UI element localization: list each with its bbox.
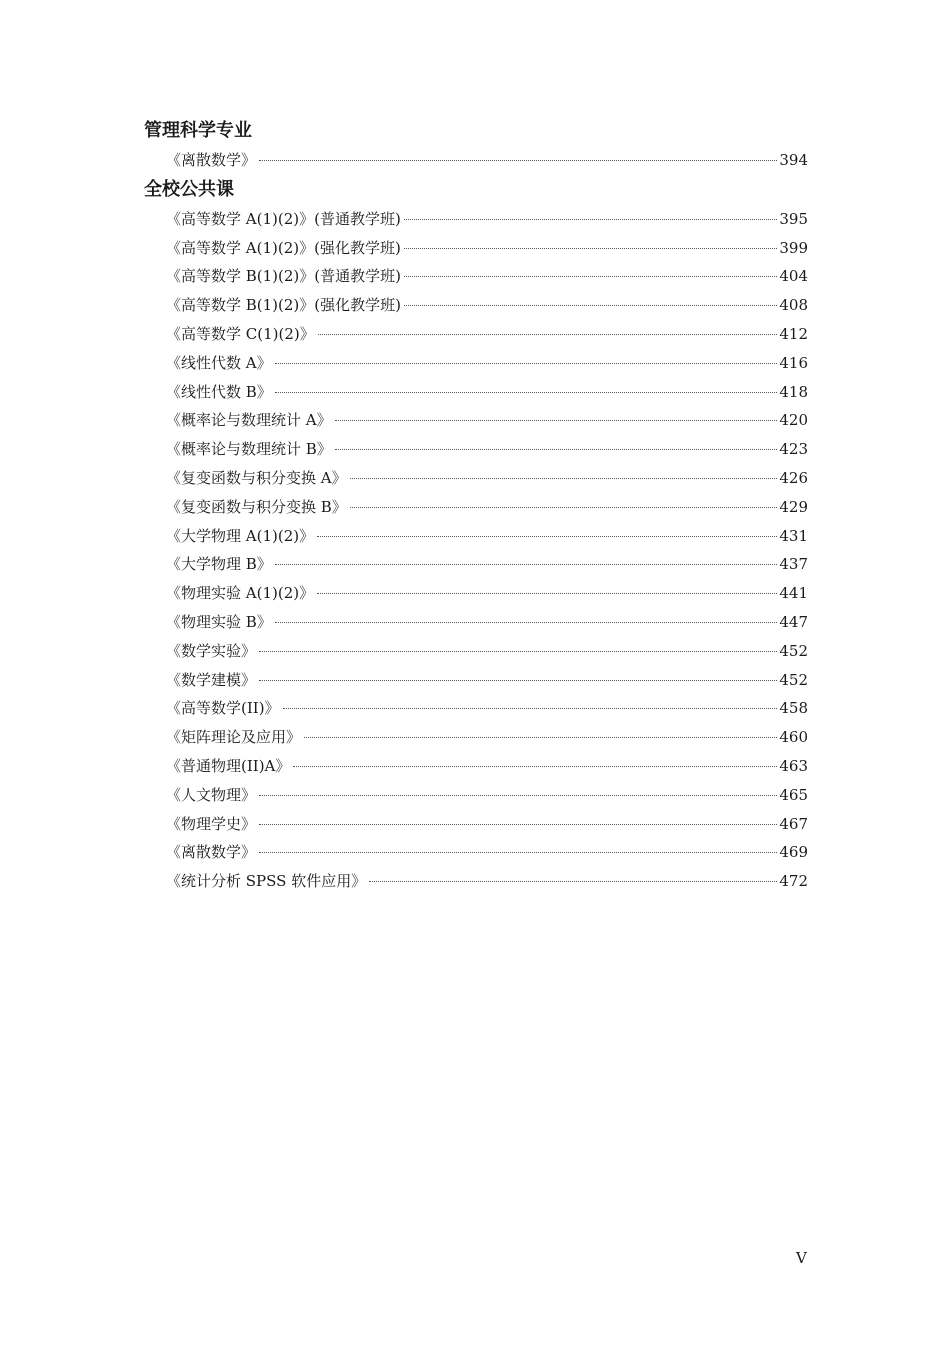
- toc-entry-page: 437: [779, 555, 808, 574]
- toc-entry-title: 《复变函数与积分变换 B》: [166, 497, 347, 516]
- toc-entry-page: 416: [779, 353, 808, 372]
- dot-leader: [335, 449, 778, 450]
- page-number: V: [796, 1249, 807, 1267]
- toc-entry-page: 460: [779, 728, 808, 747]
- dot-leader: [369, 881, 777, 882]
- toc-entry-page: 408: [779, 296, 808, 315]
- toc-entry-title: 《线性代数 B》: [166, 382, 272, 401]
- dot-leader: [259, 680, 777, 681]
- toc-entry-title: 《大学物理 B》: [166, 555, 272, 574]
- dot-leader: [275, 622, 778, 623]
- toc-entry-page: 420: [779, 411, 808, 430]
- toc-entry[interactable]: [144, 435, 808, 464]
- toc-entry-title: 《大学物理 A(1)(2)》: [166, 526, 315, 545]
- dot-leader: [293, 766, 777, 767]
- toc-entry[interactable]: [144, 464, 808, 493]
- toc-entry-page: 472: [779, 872, 808, 891]
- toc-entry-page: 469: [779, 843, 808, 862]
- toc-entry-title: 《人文物理》: [166, 785, 257, 804]
- toc-section: [144, 116, 808, 175]
- dot-leader: [404, 276, 777, 277]
- toc-entry[interactable]: [144, 320, 808, 349]
- toc-entry-page: 429: [779, 497, 808, 516]
- dot-leader: [350, 507, 778, 508]
- toc-entry-page: 441: [779, 584, 808, 603]
- toc-entry-page: 465: [779, 785, 808, 804]
- toc-entry-title: 《统计分析 SPSS 软件应用》: [166, 872, 367, 891]
- toc-entry[interactable]: [144, 666, 808, 695]
- toc-entry[interactable]: [144, 694, 808, 723]
- toc-entry-title: 《概率论与数理统计 A》: [166, 411, 332, 430]
- toc-entry[interactable]: [144, 262, 808, 291]
- toc-entry[interactable]: [144, 205, 808, 234]
- toc-entry-page: 404: [779, 267, 808, 286]
- toc-entry-page: 452: [779, 670, 808, 689]
- toc-entry-title: 《概率论与数理统计 B》: [166, 440, 332, 459]
- toc-entry-title: 《数学建模》: [166, 670, 257, 689]
- table-of-contents: [144, 116, 808, 896]
- toc-entry-page: 395: [779, 209, 808, 228]
- toc-entry[interactable]: [144, 867, 808, 896]
- toc-entry[interactable]: [144, 406, 808, 435]
- toc-entry[interactable]: [144, 637, 808, 666]
- toc-entry[interactable]: [144, 752, 808, 781]
- dot-leader: [335, 420, 778, 421]
- toc-entry[interactable]: [144, 550, 808, 579]
- toc-entry-title: 《线性代数 A》: [166, 353, 272, 372]
- toc-entry-title: 《高等数学 A(1)(2)》(普通教学班): [166, 209, 401, 228]
- toc-entry[interactable]: [144, 378, 808, 407]
- toc-entry-title: 《高等数学 A(1)(2)》(强化教学班): [166, 238, 401, 257]
- dot-leader: [275, 392, 778, 393]
- dot-leader: [404, 248, 778, 249]
- toc-entry-page: 423: [779, 440, 808, 459]
- dot-leader: [259, 824, 777, 825]
- toc-entry-page: 447: [779, 612, 808, 631]
- dot-leader: [259, 651, 777, 652]
- toc-entry[interactable]: [144, 723, 808, 752]
- toc-section: [144, 175, 808, 896]
- toc-entry-title: 《高等数学(II)》: [166, 699, 280, 718]
- toc-entry[interactable]: [144, 146, 808, 175]
- section-title: 管理科学专业: [144, 120, 252, 141]
- toc-entry-page: 467: [779, 814, 808, 833]
- dot-leader: [304, 737, 777, 738]
- toc-entry-page: 412: [779, 324, 808, 343]
- toc-entry-page: 431: [779, 526, 808, 545]
- dot-leader: [317, 593, 777, 594]
- toc-entry-title: 《高等数学 B(1)(2)》(普通教学班): [166, 267, 401, 286]
- dot-leader: [283, 708, 778, 709]
- toc-entry-title: 《数学实验》: [166, 641, 257, 660]
- dot-leader: [404, 219, 778, 220]
- section-title: 全校公共课: [144, 178, 234, 200]
- toc-entry[interactable]: [144, 493, 808, 522]
- toc-entry-title: 《高等数学 B(1)(2)》(强化教学班): [166, 296, 401, 315]
- toc-entry[interactable]: [144, 608, 808, 637]
- toc-entry[interactable]: [144, 781, 808, 810]
- toc-entry[interactable]: [144, 838, 808, 867]
- toc-entry[interactable]: [144, 291, 808, 320]
- dot-leader: [318, 334, 778, 335]
- toc-entry-title: 《离散数学》: [166, 843, 257, 862]
- dot-leader: [259, 795, 777, 796]
- dot-leader: [317, 536, 777, 537]
- toc-entry-page: 452: [779, 641, 808, 660]
- toc-entry-title: 《物理学史》: [166, 814, 257, 833]
- toc-entry[interactable]: [144, 579, 808, 608]
- toc-entry-title: 《高等数学 C(1)(2)》: [166, 324, 315, 343]
- toc-entry-title: 《复变函数与积分变换 A》: [166, 468, 347, 487]
- dot-leader: [404, 305, 777, 306]
- dot-leader: [275, 363, 778, 364]
- toc-entry-title: 《矩阵理论及应用》: [166, 728, 302, 747]
- toc-entry-title: 《物理实验 B》: [166, 612, 272, 631]
- toc-entry[interactable]: [144, 349, 808, 378]
- toc-entry-title: 《离散数学》: [166, 151, 257, 169]
- toc-entry-page: 426: [779, 468, 808, 487]
- toc-entry[interactable]: [144, 522, 808, 551]
- dot-leader: [350, 478, 778, 479]
- dot-leader: [259, 852, 777, 853]
- toc-entry-page: 418: [779, 382, 808, 401]
- toc-entry[interactable]: [144, 234, 808, 263]
- dot-leader: [259, 160, 777, 161]
- toc-entry-title: 《物理实验 A(1)(2)》: [166, 584, 315, 603]
- toc-entry[interactable]: [144, 810, 808, 839]
- toc-entry-page: 394: [779, 151, 808, 169]
- dot-leader: [275, 564, 778, 565]
- toc-entry-page: 458: [779, 699, 808, 718]
- toc-entry-page: 399: [779, 238, 808, 257]
- toc-entry-page: 463: [779, 756, 808, 775]
- toc-entry-title: 《普通物理(II)A》: [166, 756, 291, 775]
